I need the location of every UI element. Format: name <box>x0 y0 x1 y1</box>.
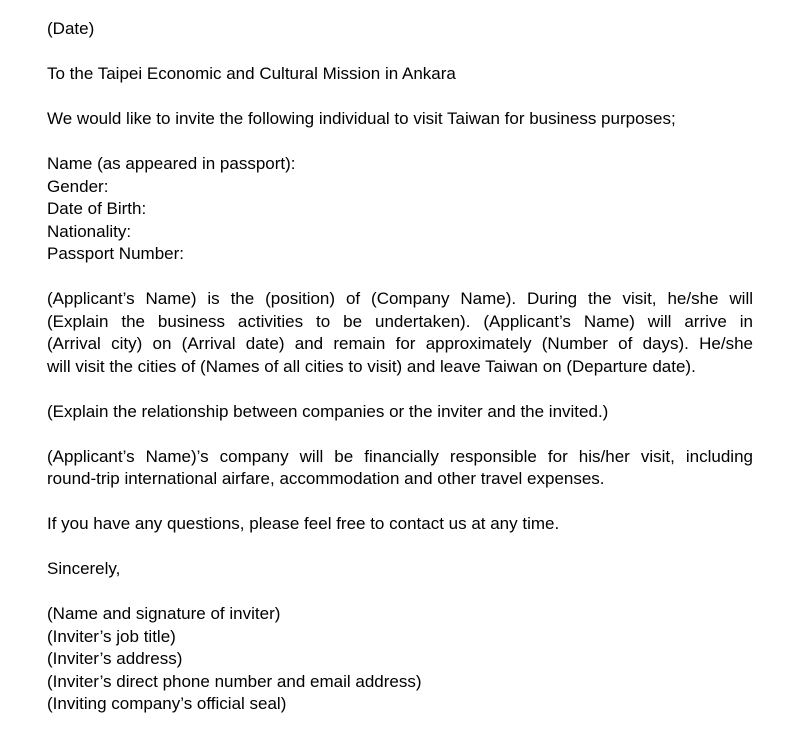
signature-address-line: (Inviter’s address) <box>47 649 183 668</box>
intro-text: We would like to invite the following individual to visit Taiwan for business purposes; <box>47 109 676 128</box>
date-line <box>47 18 754 41</box>
relationship-paragraph <box>47 401 754 424</box>
addressee-text: To the Taipei Economic and Cultural Mission in Ankara <box>47 64 456 83</box>
financial-paragraph <box>47 446 753 491</box>
field-passport-number: Passport Number: <box>47 244 184 263</box>
visit-details-paragraph <box>47 288 753 378</box>
signature-contact-line: (Inviter’s direct phone number and email address) <box>47 671 422 691</box>
questions-text: If you have any questions, please feel free to contact us at any time. <box>47 514 560 533</box>
signature-name-line: (Name and signature of inviter) <box>47 604 281 623</box>
financial-line: (Applicant’s Name)’s company will be financially responsible for his/her visit, including <box>47 446 753 466</box>
addressee-line <box>47 63 754 86</box>
signature-seal-line: (Inviting company’s official seal) <box>47 694 287 713</box>
visit-details-line: (Explain the business activities to be undertaken). (Applicant’s Name) will arrive in <box>47 311 753 331</box>
visit-details-line: will visit the cities of (Names of all cities to visit) and leave Taiwan on (Departure date). <box>47 356 696 376</box>
closing-text: Sincerely, <box>47 559 121 578</box>
visit-details-line: (Applicant’s Name) is the (position) of (Company Name). During the visit, he/she will <box>47 289 753 308</box>
field-nationality: Nationality: <box>47 221 132 241</box>
signature-block <box>47 603 754 716</box>
field-name-passport: Name (as appeared in passport): <box>47 154 296 173</box>
applicant-fields <box>47 153 754 266</box>
visit-details-line: (Arrival city) on (Arrival date) and remain for approximately (Number of days). He/she <box>47 334 753 353</box>
relationship-text: (Explain the relationship between companies or the inviter and the invited.) <box>47 401 609 421</box>
field-gender: Gender: <box>47 176 109 196</box>
field-date-of-birth: Date of Birth: <box>47 199 147 218</box>
date-text: (Date) <box>47 19 95 38</box>
intro-paragraph <box>47 108 754 131</box>
closing-line <box>47 558 754 581</box>
questions-paragraph <box>47 513 754 536</box>
signature-job-title-line: (Inviter’s job title) <box>47 626 176 646</box>
financial-line: round-trip international airfare, accommodation and other travel expenses. <box>47 469 605 488</box>
